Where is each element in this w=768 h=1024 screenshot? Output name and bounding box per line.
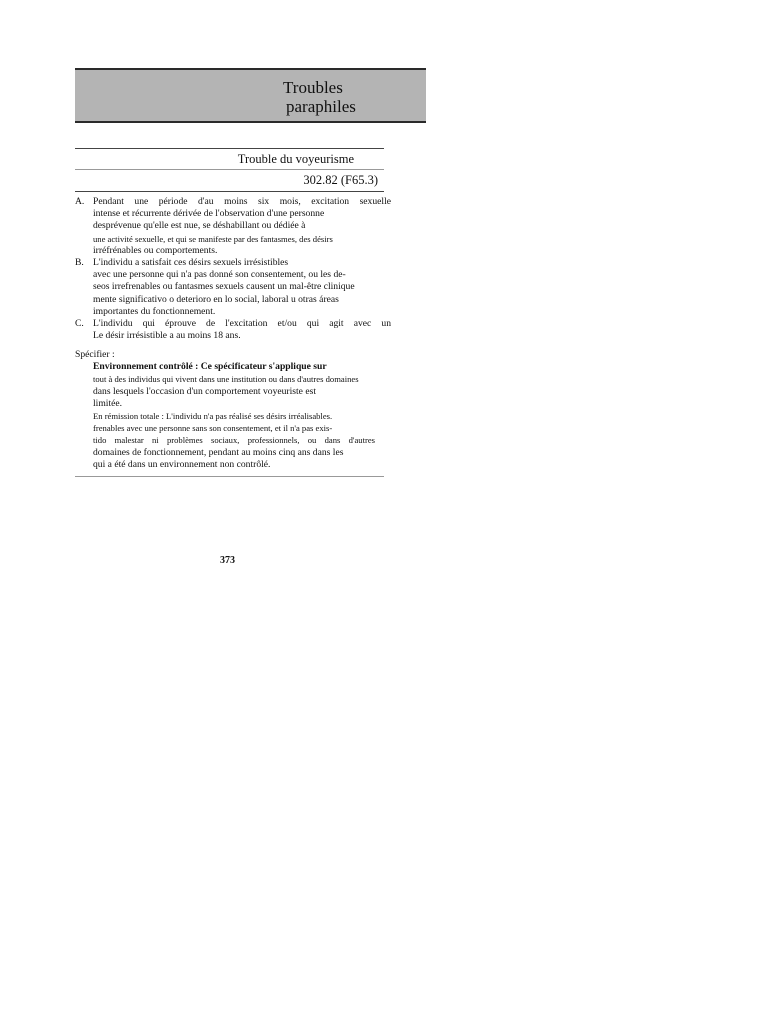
chapter-header [75, 68, 426, 123]
section-end-rule [75, 476, 384, 477]
section-header [75, 148, 384, 192]
criterion-a [75, 196, 391, 257]
criterion-text [93, 257, 391, 318]
specifier-line: qui a été dans un environnement non contrôlé. [93, 458, 271, 470]
criterion-line: seos irrefrenables ou fantasmes sexuels causent un mal-être clinique [93, 281, 355, 293]
chapter-title-line-2: paraphiles [286, 97, 356, 116]
criterion-letter: A. [75, 196, 85, 207]
criterion-line: irréfrénables ou comportements. [93, 244, 218, 256]
specifier-label: Spécifier : [75, 349, 115, 360]
specifier-line: tido malestar ni problèmes sociaux, professionnels, ou dans d'autres [93, 435, 375, 446]
criterion-line: importantes du fonctionnement. [93, 305, 216, 317]
criterion-letter: B. [75, 257, 84, 269]
criterion-line: mente significativo o deterioro en lo social, laboral u otras áreas [93, 293, 339, 305]
diagnostic-code: 302.82 (F65.3) [303, 173, 378, 187]
specifier-line: dans lesquels l'occasion d'un comportement voyeuriste est [93, 385, 316, 397]
specifier-line: En rémission totale : L'individu n'a pas réalisé ses désirs irréalisables. [93, 411, 333, 422]
page-number: 373 [220, 555, 235, 566]
criterion-text [93, 318, 391, 342]
criterion-line: desprévenue qu'elle est nue, se déshabillant ou dédiée à [93, 220, 306, 232]
criterion-text [93, 196, 391, 257]
specifier-text [75, 361, 375, 471]
specifier-line: tout à des individus qui vivent dans une institution ou dans d'autres domaines [93, 374, 359, 385]
criterion-line: avec une personne qui n'a pas donné son consentement, ou les de- [93, 269, 346, 281]
criterion-line: L'individu a satisfait ces désirs sexuels irrésistibles [93, 257, 289, 269]
criterion-line: une activité sexuelle, et qui se manifeste par des fantasmes, des désirs [93, 233, 333, 244]
section-rule-bottom [75, 191, 384, 192]
specifier-heading: Environnement contrôlé : Ce spécificateur s'applique sur [93, 361, 327, 373]
criterion-line: intense et récurrente dérivée de l'observation d'une personne [93, 208, 325, 220]
specifier-line: domaines de fonctionnement, pendant au moins cinq ans dans les [93, 446, 344, 458]
criterion-b [75, 257, 391, 318]
criterion-line: Le désir irrésistible a au moins 18 ans. [93, 330, 241, 342]
criterion-line: Pendant une période d'au moins six mois, excitation sexuelle [93, 196, 391, 207]
chapter-title [283, 78, 356, 116]
specifier-block [75, 349, 375, 471]
section-title: Trouble du voyeurisme [237, 152, 354, 166]
chapter-title-line-1: Troubles [283, 78, 343, 97]
criterion-letter: C. [75, 318, 84, 330]
criteria-list [75, 196, 391, 342]
criterion-line: L'individu qui éprouve de l'excitation et/ou qui agit avec un [93, 318, 391, 330]
criterion-c [75, 318, 391, 342]
specifier-line: limitée. [93, 397, 123, 409]
specifier-line: frenables avec une personne sans son consentement, et il n'a pas exis- [93, 423, 333, 434]
